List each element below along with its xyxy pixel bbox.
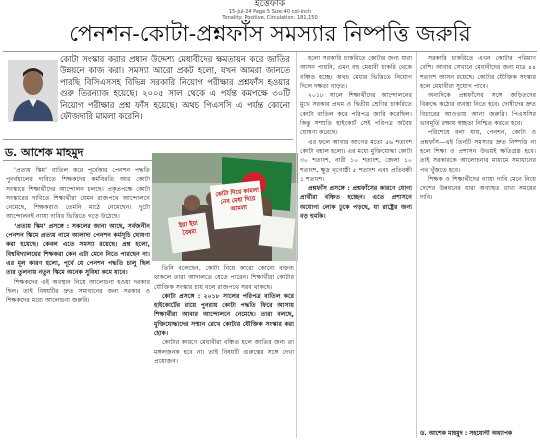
author-portrait-icon <box>9 61 57 121</box>
masthead: ইত্তেফাক <box>254 0 286 8</box>
column-4-paragraph: অন্যদিকে প্রশ্নফাঁসের সঙ্গে জড়িতদের বিরুদ্ধে কঠোর ব্যবস্থা নিতে হবে। দোষীদের দ্রুত বিচারের আওতায় আনা জরুরি। পিএসসির ভাবমূর্তি রক্ষায় স্বচ্ছতা নিশ্চিত করতে হবে। <box>420 92 536 128</box>
column-2-paragraph: কোটার কারণে মেধাবীরা বঞ্চিত হলে জাতির জন্য তা মঙ্গলজনক হবে না। তাই বিষয়টি গুরুত্বের সঙ্গে দেখা প্রয়োজন। <box>154 339 294 365</box>
column-2 <box>154 264 294 436</box>
column-1-paragraph: ‘প্রত্যয় স্কিম’ বাতিল করে পূর্বেকার পেনশন পদ্ধতি পুনর্বহালের দাবিতে শিক্ষকদের কর্মবিরতি আর কোটা সংস্কারে শিক্ষার্থীদের আন্দোলন চলছে। প্রকৃতপক্ষে কোটা সংস্কারের দাবিতে শিক্ষার্থীরা যেমন রাজপথে আন্দোলনে নেমেছে, শিক্ষকরাও তেমনি মাঠে নেমেছেন। দুটো আন্দোলনই ন্যায্য দাবির ভিত্তিতে গড়ে উঠেছে। <box>6 167 150 221</box>
column-2-paragraph: তিনি বলেছেন, কোটা নিয়ে কারো কোনো বক্তব্য থাকলে তারা আদালতে যেতে পারেন। শিক্ষার্থীরা কোটার যৌক্তিক সংস্কার চায় বলে রাজপথে সরব থাকছে। <box>154 265 294 291</box>
byline: ড. আশেক মাহমুদ <box>5 146 84 159</box>
column-divider <box>416 52 417 438</box>
column-3-paragraph: এর ফলে আবার আগের মতো ৫৬ শতাংশ কোটা বহাল হলো। এর মধ্যে মুক্তিযোদ্ধা কোটা ৩০ শতাংশ, নারী ১০ শতাংশ, জেলা ১০ শতাংশ, ক্ষুদ্র নৃগোষ্ঠী ৫ শতাংশ এবং প্রতিবন্ধী ১ শতাংশ। <box>300 138 412 183</box>
column-1-paragraph: ‘প্রত্যয় স্কিম’ প্রসঙ্গে : সকলের জানা আছে, সর্বজনীন পেনশন স্কিমে প্রত্যয় নামে আলাদা পেনশন কর্মসূচি ঘোষণা করা হয়েছে। কেবল এতে সমস্যা রয়েছে। প্রশ্ন হলো, বিশ্ববিদ্যালয়ের শিক্ষকরা কেন এটা মেনে নিতে পারছেন না। এর মূল কারণ হলো, পূর্বে যে পেনশন পদ্ধতি চালু ছিল তার তুলনায় নতুন স্কিমে অনেক সুবিধা কমে যাবে। <box>6 222 150 277</box>
author-photo <box>8 60 58 122</box>
column-divider <box>296 52 297 438</box>
column-4-paragraph: সরকারি চাকরিতে এখন কোটার পরিমাণ বেশি। আবার সেখানে মেধাবীদের জন্য মাত্র ৪৪ শতাংশ আসন রয়েছে। কোটার যৌক্তিক সংস্কার হলে মেধাবীরা সুযোগ পাবে। <box>420 55 536 90</box>
column-1 <box>6 166 150 436</box>
placard-text-1: কোটা দিয়ে কামলা নেব মেধা দিয়ে আমলা <box>214 186 260 213</box>
headline: পেনশন-কোটা-প্রশ্নফাঁস সমস্যার নিষ্পত্তি জরুরি <box>69 22 471 47</box>
column-1-paragraph: শিক্ষকদের এই অবস্থান নিয়ে আলোচনা হওয়া দরকার ছিল। তাই বিষয়টির দ্রুত সমাধানের জন্য সরকার ও শিক্ষকদের মধ্যে আলোচনা জরুরি। <box>6 278 150 305</box>
meta-line-1: 15-Jul-24 Page:5 Size:40 col-inch <box>228 9 312 15</box>
column-4-paragraph: শিক্ষক ও শিক্ষার্থীদের ন্যায্য দাবি মেনে নিয়ে দেশের উন্নয়নের ধারা অব্যাহত রাখা সময়ের দাবি। <box>420 175 536 202</box>
protest-photo <box>152 153 298 261</box>
author-footnote: ড. আশেক মাহমুদ : সহযোগী অধ্যাপক <box>420 430 513 437</box>
lead-paragraph: কোটা সংস্কার করার প্রধান উদ্দেশ্য মেধাবীদের ক্ষমতায়ন করে জাতির উন্নয়নে কাজ করা। সমস্যা আরো প্রকট হলো, যখন আমরা জানতে পারছি বিসিএসসহ বিভিন্ন সরকারি নিয়োগ পরীক্ষার প্রশ্নফাঁস হওয়ার গুরু তিরন্যাজ হয়েছে। ২০০৫ সাল থেকে এ পর্যন্ত কমপক্ষে ৩০টি নিয়োগ পরীক্ষার প্রশ্ন ফাঁস হয়েছে। অথচ পিএসসি এ পর্যন্ত কোনো ফৌজদারি মামলা করেনি। <box>60 54 290 122</box>
column-3-paragraph: ২০১৮ সালে শিক্ষার্থীদের আন্দোলনের মুখে সরকার প্রথম ও দ্বিতীয় শ্রেণির চাকরিতে কোটা বাতিল করে পরিপত্র জারি করেছিল। কিন্তু সম্প্রতি হাইকোর্ট সেই পরিপত্র অবৈধ ঘোষণা করেছে। <box>300 92 412 137</box>
meta-line-2: Tonality: Positive, Circulation: 181,150 <box>222 15 318 21</box>
lead-rule <box>3 139 293 140</box>
column-3-paragraph: হলো সরকারি চাকরিতে কোটার জন্য যারা আসন পায়নি, এমন বহু মেধাবী চাকরি থেকে বঞ্চিত হচ্ছে। অথচ মেধার ভিত্তিতে নিয়োগ দিলে দক্ষতা বাড়ত। <box>300 55 412 90</box>
column-3-paragraph: প্রশ্নফাঁস প্রসঙ্গে : প্রশ্নফাঁসের কারণে যোগ্য প্রার্থীরা বঞ্চিত হচ্ছেন। এতে প্রশাসনে অযোগ্য লোক ঢুকে পড়ছে, যা রাষ্ট্রের জন্য বড় হুমকি। <box>300 185 412 221</box>
placard-text-2: ইয়া ইয়া বৈষম্য <box>178 219 199 237</box>
column-2-paragraph: কোটা প্রসঙ্গে : ২০১৮ সালের পরিপত্র বাতিল করে হাইকোর্টের রায়ে পুনরায় কোটা পদ্ধতি ফিরে আসায় শিক্ষার্থীরা আবার আন্দোলনে নেমেছে। তারা বলছে, মুক্তিযোদ্ধাদের সম্মান রেখে কোটার যৌক্তিক সংস্কার করা হোক। <box>154 292 294 338</box>
headline-rule <box>3 51 537 52</box>
column-4 <box>420 54 536 434</box>
column-3 <box>300 54 412 434</box>
column-4-paragraph: পরিশেষে বলা যায়, পেনশন, কোটা ও প্রশ্নফাঁস—এই তিনটি সমস্যার দ্রুত নিষ্পত্তি না হলে শিক্ষা ও প্রশাসন উভয়ই ক্ষতিগ্রস্ত হবে। তাই সরকারকে আলোচনার মাধ্যমে সমাধানের পথ খুঁজতে হবে। <box>420 129 536 174</box>
